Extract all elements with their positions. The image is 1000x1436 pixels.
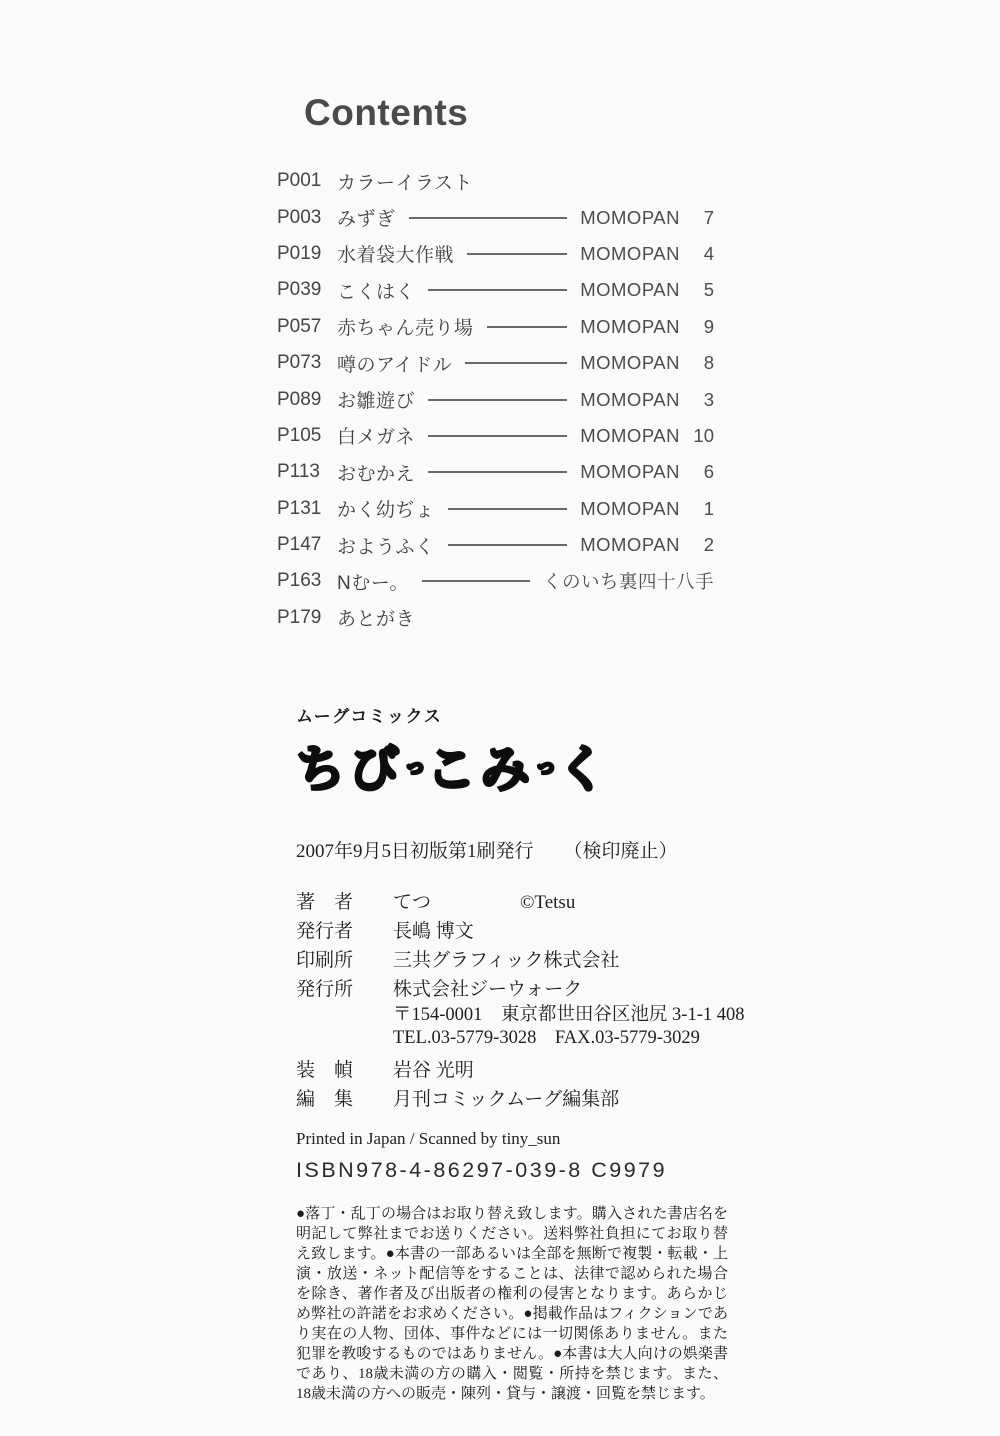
toc-chapter-title: あとがき — [337, 609, 416, 631]
toc-series-number: 10 — [693, 424, 714, 446]
leader-line — [428, 471, 567, 473]
copyright-notice: ©Tetsu — [520, 891, 576, 913]
credit-row-publisher-person — [296, 917, 734, 946]
toc-page-number: P057 — [277, 315, 322, 337]
isbn-line: ISBN978-4-86297-039-8 C9979 — [296, 1157, 668, 1182]
leader-line — [422, 580, 530, 582]
credit-row-author — [296, 888, 734, 917]
leader-line — [487, 326, 568, 328]
printed-in-japan-line: Printed in Japan / Scanned by tiny_sun — [296, 1128, 561, 1148]
toc-chapter-title: 噂のアイドル — [337, 354, 453, 376]
credit-label: 発行所 — [296, 978, 354, 1000]
toc-row — [277, 272, 714, 308]
toc-series-label: MOMOPAN — [580, 242, 680, 264]
toc-page-number: P179 — [277, 606, 322, 628]
toc-series-label: MOMOPAN — [580, 497, 680, 519]
toc-series-label: MOMOPAN — [580, 424, 680, 446]
toc-page-number: P001 — [277, 170, 322, 192]
toc-chapter-title: おようふく — [337, 536, 435, 558]
toc-page-number: P003 — [277, 206, 322, 228]
toc-row — [277, 236, 714, 272]
toc-page-number: P073 — [277, 352, 322, 374]
leader-line — [409, 217, 568, 219]
toc-row — [277, 345, 714, 381]
publisher-phone-fax: TEL.03-5779-3028 FAX.03-5779-3029 — [393, 1027, 700, 1048]
credit-label: 発行者 — [296, 920, 354, 942]
toc-chapter-title: 赤ちゃん売り場 — [337, 318, 474, 340]
inspection-note: （検印廃止） — [563, 840, 678, 862]
credit-label: 印刷所 — [296, 949, 354, 971]
contents-heading: Contents — [304, 92, 469, 133]
book-title-logo — [296, 738, 734, 799]
toc-chapter-title: Nむー。 — [337, 572, 409, 594]
toc-series-label: MOMOPAN — [580, 315, 680, 337]
credit-value: 株式会社ジーウォーク — [393, 978, 583, 1000]
toc-row — [277, 199, 714, 235]
toc-chapter-title: カラーイラスト — [337, 172, 473, 194]
toc-series-label: くのいち裏四十八手 — [542, 571, 714, 593]
toc-chapter-title: 白メガネ — [337, 427, 416, 449]
leader-line — [428, 435, 567, 437]
toc-chapter-title: おむかえ — [337, 463, 416, 485]
logo-small-kana: っ — [405, 755, 426, 778]
logo-segment: く — [557, 742, 612, 797]
leader-line — [428, 399, 567, 401]
toc-row — [277, 454, 714, 490]
credit-row-printer — [296, 946, 734, 975]
toc-page-number: P039 — [277, 279, 322, 301]
toc-list — [277, 163, 714, 636]
toc-row — [277, 381, 714, 417]
credit-label: 著 者 — [296, 891, 354, 913]
toc-series-label: MOMOPAN — [580, 352, 680, 374]
credit-value: てつ — [393, 891, 432, 913]
credit-value: 三共グラフィック株式会社 — [393, 949, 620, 971]
table-of-contents — [277, 90, 714, 636]
toc-page-number: P147 — [277, 534, 322, 556]
toc-chapter-title: みずぎ — [337, 209, 396, 231]
toc-row — [277, 163, 714, 199]
toc-series-label: MOMOPAN — [580, 206, 680, 228]
toc-series-label: MOMOPAN — [580, 461, 680, 483]
toc-page-number: P163 — [277, 570, 322, 592]
publisher-address: 〒154-0001 東京都世田谷区池尻 3-1-1 408 — [393, 1004, 745, 1025]
logo-segment: ちび — [296, 742, 405, 797]
leader-line — [428, 289, 567, 291]
credit-row-designer — [296, 1056, 734, 1085]
logo-segment: こみ — [426, 742, 535, 797]
publisher-details — [393, 975, 744, 1050]
credits-block — [296, 888, 745, 1114]
colophon — [296, 706, 745, 1404]
leader-line — [467, 253, 567, 255]
logo-small-kana: っ — [535, 755, 557, 778]
credit-row-editor — [296, 1085, 734, 1114]
leader-line — [465, 362, 567, 364]
toc-chapter-title: こくはく — [337, 281, 416, 303]
toc-row — [277, 563, 714, 599]
credit-label: 装 幀 — [296, 1059, 354, 1081]
toc-series-number: 4 — [703, 242, 714, 264]
credit-value: 月刊コミックムーグ編集部 — [393, 1088, 620, 1110]
toc-row — [277, 309, 714, 345]
toc-series-label: MOMOPAN — [580, 534, 680, 556]
credit-label: 編 集 — [296, 1088, 354, 1110]
toc-row — [277, 527, 714, 563]
toc-series-number: 7 — [703, 206, 714, 228]
toc-row — [277, 418, 714, 454]
legal-notice: ●落丁・乱丁の場合はお取り替え致します。購入された書店名を明記して弊社までお送りください。送料弊社負担にてお取り替え致します。●本書の一部あるいは全部を無断で複製・転載・上演・放送・ネット配信等をすることは、法律で認められた場合を除き、著作者及び出版者の権利の侵害となります。あらかじめ弊社の許諾をお求めください。●掲載作品はフィクションであり実在の人物、団体、事件などには一切関係ありません。また犯罪を教唆するものではありません。●本書は大人向けの娯楽書であり、18歳未満の方の購入・閲覧・所持を禁じます。また、18歳未満の方への販売・陳列・貸与・譲渡・回覧を禁じます。 — [296, 1205, 728, 1402]
credit-value: 岩谷 光明 — [393, 1059, 474, 1081]
toc-chapter-title: 水着袋大作戦 — [337, 245, 455, 267]
toc-series-number: 5 — [703, 279, 714, 301]
toc-series-number: 2 — [703, 534, 714, 556]
toc-page-number: P113 — [277, 461, 320, 483]
toc-series-number: 3 — [703, 388, 714, 410]
leader-line — [448, 544, 568, 546]
imprint-label: ムーグコミックス — [296, 707, 443, 726]
toc-page-number: P131 — [277, 497, 322, 519]
edition-line — [296, 841, 734, 863]
toc-series-number: 9 — [703, 315, 714, 337]
toc-series-number: 6 — [703, 461, 714, 483]
credit-row-publishing-house — [296, 975, 745, 1050]
toc-page-number: P105 — [277, 424, 322, 446]
toc-series-number: 1 — [703, 497, 714, 519]
toc-row — [277, 491, 714, 527]
credit-value: 長嶋 博文 — [393, 920, 474, 942]
toc-page-number: P019 — [277, 242, 322, 264]
toc-page-number: P089 — [277, 388, 322, 410]
leader-line — [448, 508, 568, 510]
toc-series-number: 8 — [703, 352, 714, 374]
toc-chapter-title: お雛遊び — [337, 391, 416, 413]
toc-series-label: MOMOPAN — [580, 279, 680, 301]
toc-series-label: MOMOPAN — [580, 388, 680, 410]
toc-chapter-title: かく幼ぢょ — [337, 500, 435, 522]
print-date: 2007年9月5日初版第1刷発行 — [296, 840, 534, 862]
toc-row — [277, 600, 714, 636]
